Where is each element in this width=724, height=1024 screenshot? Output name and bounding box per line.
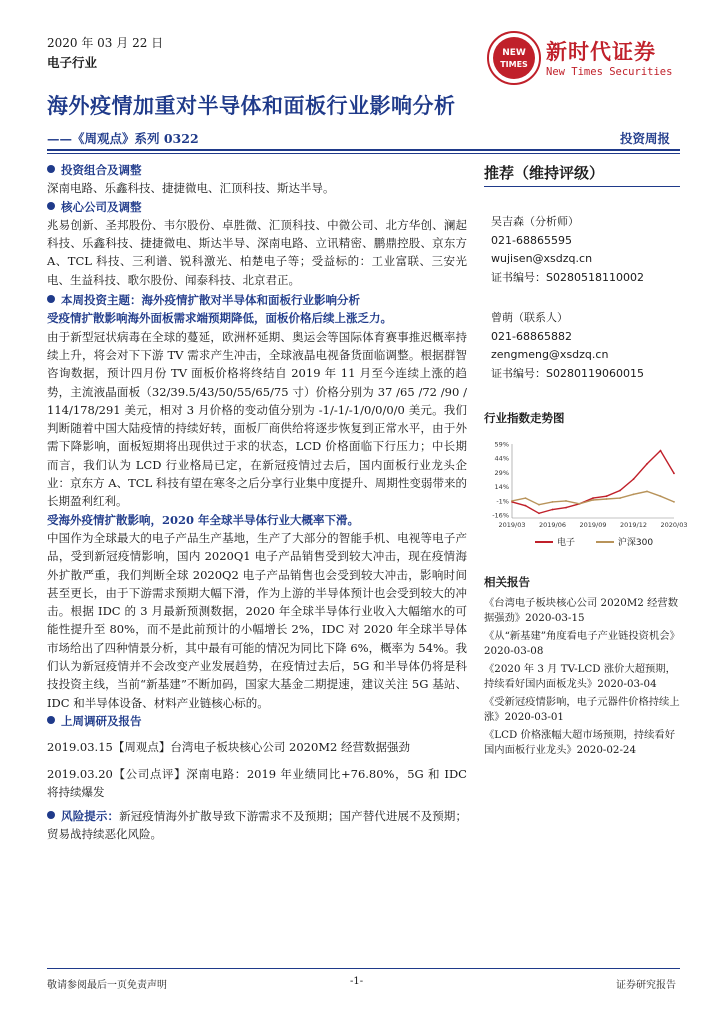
series-point — [660, 495, 662, 497]
logo-mark-icon — [486, 30, 542, 86]
related-reports-heading: 相关报告 — [484, 575, 530, 589]
report-link[interactable]: 2019.03.15【周观点】台湾电子板块核心公司 2020M2 经营数据强劲 — [47, 740, 411, 755]
logo-en: New Times Securities — [546, 66, 673, 78]
bullet-icon — [47, 202, 55, 210]
bullet-icon — [47, 716, 55, 724]
chart-title: 行业指数走势图 — [484, 411, 565, 425]
series-point — [565, 500, 567, 502]
analyst-cert: 证书编号：S0280518110002 — [491, 270, 644, 284]
analyst-name: 吴吉森（分析师） — [491, 215, 579, 228]
series-point — [525, 505, 527, 507]
report-type: 投资周报 — [620, 131, 671, 146]
series-point — [606, 495, 608, 497]
contact-email[interactable]: zengmeng@xsdzq.cn — [491, 348, 609, 361]
bullet-icon — [47, 165, 55, 173]
series-point — [592, 497, 594, 499]
y-tick-label: 59% — [494, 440, 509, 449]
rating: 推荐（维持评级） — [484, 164, 605, 182]
report-link[interactable]: 2019.03.20【公司点评】深南电路：2019 年业绩同比+76.80%，5G 和 IDC 将持续爆发 — [47, 766, 467, 799]
page-subtitle: ——《周观点》系列 0322 — [47, 131, 199, 146]
page-title: 海外疫情加重对半导体和面板行业影响分析 — [47, 94, 456, 118]
series-point — [673, 501, 675, 503]
core-companies-text: 兆易创新、圣邦股份、韦尔股份、卓胜微、汇顶科技、中微公司、北方华创、澜起科技、乐鑫科技、捷捷微电、斯达半导、深南电路、立讯精密、鹏鼎控股、京东方 A、TCL 科技、三利谱、锐科激光、柏楚电子等；受益标的：工业富联、三安光电、生益科技、歌尔股份、闻泰科技、北京君正。 — [47, 217, 467, 287]
series-point — [646, 463, 648, 465]
theme-paragraph-semi: 中国作为全球最大的电子产品生产基地，生产了大部分的智能手机、电视等电子产品，受到新冠疫情影响，国内 2020Q1 电子产品销售受到较大冲击，现在疫情海外扩散严重，我们判断全球 2020Q2 电子产品销售也会受到较大冲击，影响时间甚至更长，由于下游需求预期大幅下滑，作为上游的半导体预计也会受到较大的冲击。根据 IDC 的 3 月最新预测数据，2020 年全球半导体行业收入大幅缩水的可能性提升至 80%，而不是此前预计的小幅增长 2%，IDC 对 2020 年全球半导体市场给出了四种情景分析，其中最有可能的情况为同比下降 6%，概率为 54%。我们认为新冠疫情并不会改变产业发展趋势，在疫情过去后，5G 和半导体仍将是科技投资主线，当前“新基建”不断加码，国家大基金二期提速，建议关注 5G 基站、IDC 和半导体设备、材料产业链核心标的。 — [47, 530, 467, 710]
contact-cert: 证书编号：S0280119060015 — [491, 366, 644, 380]
footer-disclaimer[interactable]: 敬请参阅最后一页免责声明 — [47, 980, 167, 991]
series-point — [538, 504, 540, 506]
svg-text:NEW: NEW — [502, 48, 526, 58]
y-tick-label: 29% — [494, 468, 509, 477]
series-point — [592, 499, 594, 501]
risk-warning: 风险提示：新冠疫情海外扩散导致下游需求不及预期；国产替代进展不及预期；贸易战持续恶化风险。 — [47, 809, 468, 842]
series-point — [660, 450, 662, 452]
related-report-item[interactable]: 《受新冠疫情影响，电子元器件价格持续上涨》2020-03-01 — [484, 696, 680, 723]
series-point — [538, 512, 540, 514]
svg-text:TIMES: TIMES — [500, 60, 528, 69]
contact-phone: 021-68865882 — [491, 329, 572, 343]
related-reports — [484, 596, 684, 761]
analyst-phone: 021-68865595 — [491, 233, 572, 247]
series-point — [525, 497, 527, 499]
series-point — [552, 509, 554, 511]
analyst-email[interactable]: wujisen@xsdzq.cn — [491, 252, 593, 265]
series-point — [606, 498, 608, 500]
theme-subheading-panel: 受疫情扩散影响海外面板需求端预期降低，面板价格后续上涨乏力。 — [47, 311, 392, 326]
related-report-item[interactable]: 《LCD 价格涨幅大超市场预期，持续看好国内面板行业龙头》2020-02-24 — [484, 729, 675, 756]
y-tick-label: 14% — [494, 483, 509, 492]
header-divider-thin — [47, 153, 680, 154]
series-point — [579, 503, 581, 505]
bullet-icon — [47, 295, 55, 303]
series-point — [619, 497, 621, 499]
chart-legend — [535, 535, 653, 548]
footer-label: 证券研究报告 — [616, 980, 676, 991]
index-chart — [484, 438, 688, 550]
bullet-icon — [47, 811, 55, 819]
legend-label: 沪深300 — [617, 538, 654, 548]
series-point — [633, 493, 635, 495]
logo-cn: 新时代证券 — [546, 40, 656, 64]
section-heading: 投资组合及调整 — [47, 161, 467, 179]
related-report-item[interactable]: 《台湾电子板块核心公司 2020M2 经营数据强劲》2020-03-15 — [484, 597, 679, 624]
brand-logo — [486, 30, 686, 90]
y-tick-label: -16% — [492, 511, 509, 520]
series-point — [511, 500, 513, 502]
series-point — [552, 501, 554, 503]
footer-divider — [47, 968, 680, 969]
portfolio-text: 深南电路、乐鑫科技、捷捷微电、汇顶科技、斯达半导。 — [47, 181, 335, 196]
x-tick-label: 2019/12 — [619, 521, 648, 529]
x-tick-label: 2020/03 — [660, 521, 688, 529]
report-date: 2020 年 03 月 22 日 — [47, 36, 164, 50]
section-heading: 核心公司及调整 — [47, 198, 467, 216]
main-content — [47, 161, 467, 844]
y-tick-label: 44% — [494, 454, 509, 463]
section-heading: 上周调研及报告 — [47, 712, 467, 730]
legend-label: 电子 — [557, 538, 576, 548]
series-point — [646, 491, 648, 493]
industry-label: 电子行业 — [47, 55, 98, 70]
theme-paragraph-panel: 由于新型冠状病毒在全球的蔓延，欧洲杯延期、奥运会等国际体育赛事推迟概率持续上升，将会对下下游 TV 需求产生冲击，全球液晶电视备货面临调整。根据群智咨询数据，预计四月份 TV 面板价格将终结自 2019 年 11 月至今连续上涨的趋势，主流液晶面板（32/39.5/43/50/55/65/75 寸）价格分别为 37 /65 /72 /90 / 114/178/291 美元，相对 3 月价格的变动值分别为 -1/-1/-1/0/0/0/0 美元。我们判断随着中国大陆疫情的持续好转，面板厂商供给将逐步恢复到正常水平，由于外需下降影响，面板短期将出现供过于求的状态，LCD 价格面临下行压力；中长期而言，我们认为 LCD 行业格局已定，在新冠疫情过去后，国内面板行业龙头企业：京东方 A、TCL 科技有望在寒冬之后分享行业集中度提升、周期性变弱带来的长期盈利红利。 — [47, 329, 467, 509]
related-report-item[interactable]: 《从“新基建”角度看电子产业链投资机会》2020-03-08 — [484, 630, 680, 657]
y-tick-label: -1% — [496, 497, 509, 506]
legend-swatch-icon — [535, 541, 553, 543]
series-point — [673, 473, 675, 475]
x-tick-label: 2019/06 — [538, 521, 567, 529]
rating-divider — [484, 186, 680, 187]
series-point — [633, 478, 635, 480]
section-heading: 本周投资主题：海外疫情扩散对半导体和面板行业影响分析 — [47, 291, 467, 309]
analyst-card — [491, 213, 644, 287]
contact-name: 曾萌（联系人） — [491, 311, 568, 324]
page-number: -1- — [350, 976, 364, 987]
series-point — [565, 507, 567, 509]
legend-swatch-icon — [596, 541, 614, 543]
series-point — [619, 490, 621, 492]
related-report-item[interactable]: 《2020 年 3 月 TV-LCD 涨价大超预期，持续看好国内面板龙头》2020-03-04 — [484, 663, 676, 690]
theme-subheading-semi: 受海外疫情扩散影响，2020 年全球半导体行业大概率下滑。 — [47, 512, 360, 527]
header-divider — [47, 149, 680, 151]
contact-card — [491, 309, 644, 383]
x-tick-label: 2019/03 — [498, 521, 526, 529]
x-tick-label: 2019/09 — [579, 521, 607, 529]
